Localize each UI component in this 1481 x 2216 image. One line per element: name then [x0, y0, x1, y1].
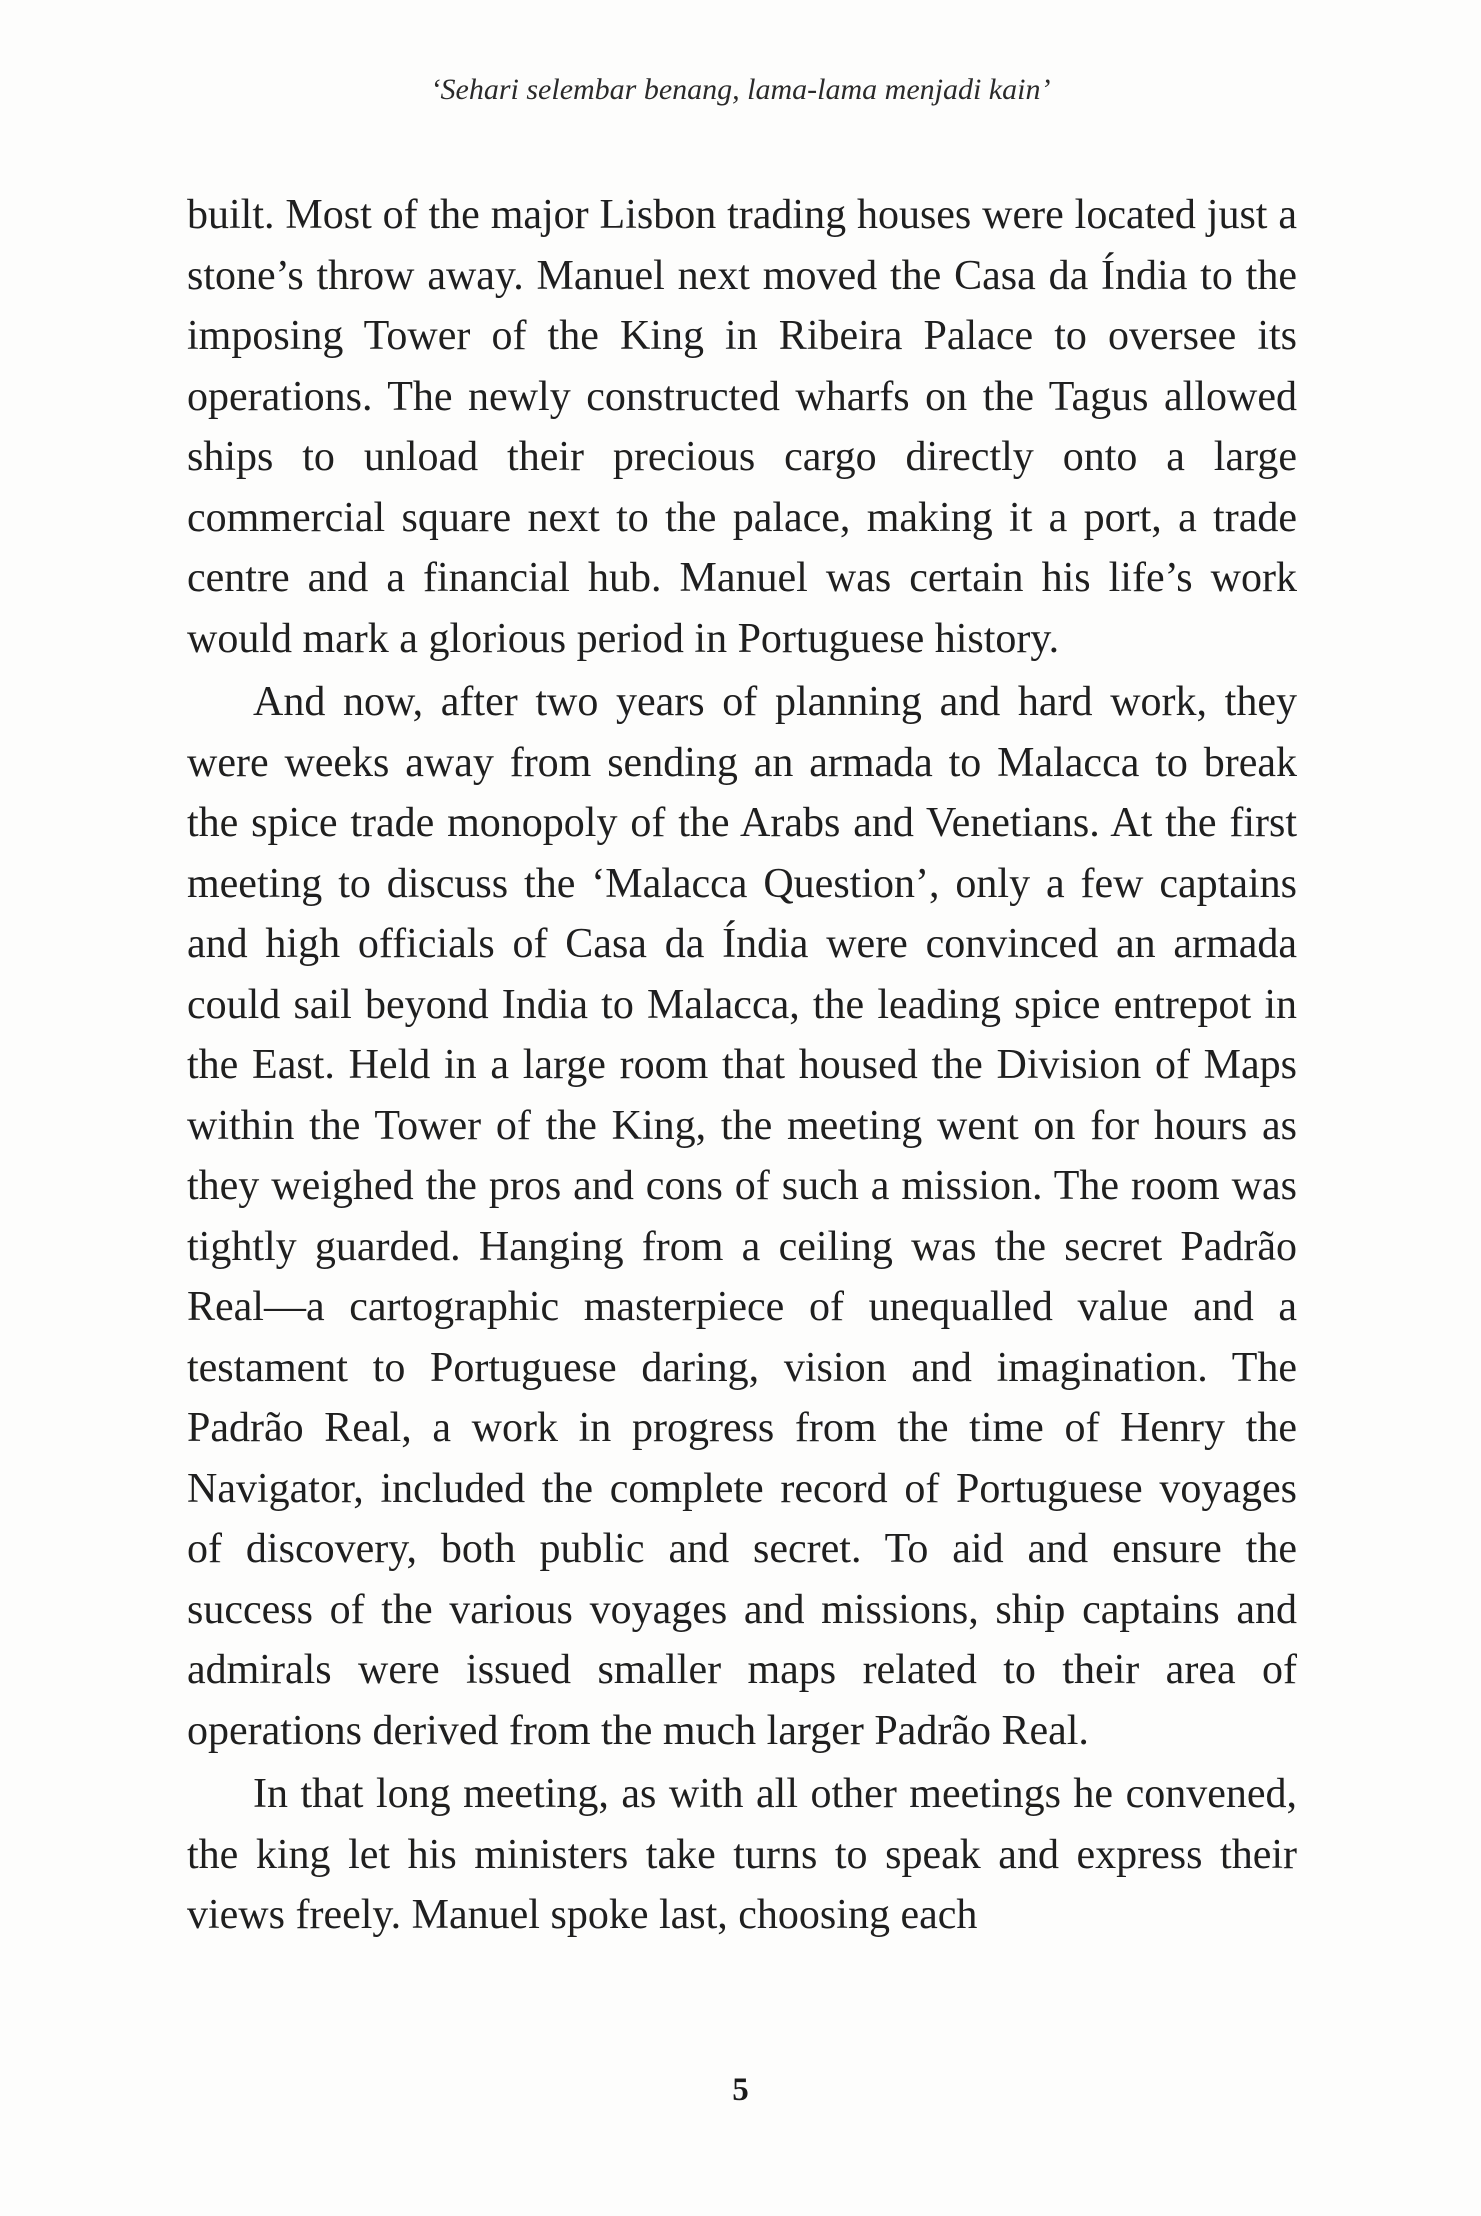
paragraph-armada: And now, after two years of planning and hard work, they were weeks away from sending an armada to Malacca to break the spice trade monopoly of the Arabs and Venetians. At the first meeting to discuss the ‘Malacca Question’, only a few captains and high officials of Casa da Índia were convinced an armada could sail beyond India to Malacca, the leading spice entrepot in the East. Held in a large room that housed the Division of Maps within the Tower of the King, the meeting went on for hours as they weighed the pros and cons of such a mission. The room was tightly guarded. Hanging from a ceiling was the secret Padrão Real—a cartographic masterpiece of unequalled value and a testament to Portuguese daring, vision and imagination. The Padrão Real, a work in progress from the time of Henry the Navigator, included the complete record of Portuguese voyages of discovery, both public and secret. To aid and ensure the success of the various voyages and missions, ship captains and admirals were issued smaller maps related to their area of operations derived from the much larger Padrão Real.	[187, 679, 1297, 1754]
running-header: ‘Sehari selembar benang, lama-lama menjadi kain’	[430, 73, 1051, 106]
paragraph-meeting: In that long meeting, as with all other meetings he convened, the king let his ministers take turns to speak and express their views freely. Manuel spoke last, choosing each	[187, 1771, 1297, 1938]
page-number: 5	[732, 2072, 749, 2108]
body-text	[187, 185, 1297, 1946]
paragraph-continued: built. Most of the major Lisbon trading houses were located just a stone’s throw away. Manuel next moved the Casa da Índia to the imposing Tower of the King in Ribeira Palace to oversee its operations. The newly constructed wharfs on the Tagus allowed ships to unload their precious cargo directly onto a large commercial square next to the palace, making it a port, a trade centre and a financial hub. Manuel was certain his life’s work would mark a glorious period in Portuguese history.	[187, 192, 1297, 662]
